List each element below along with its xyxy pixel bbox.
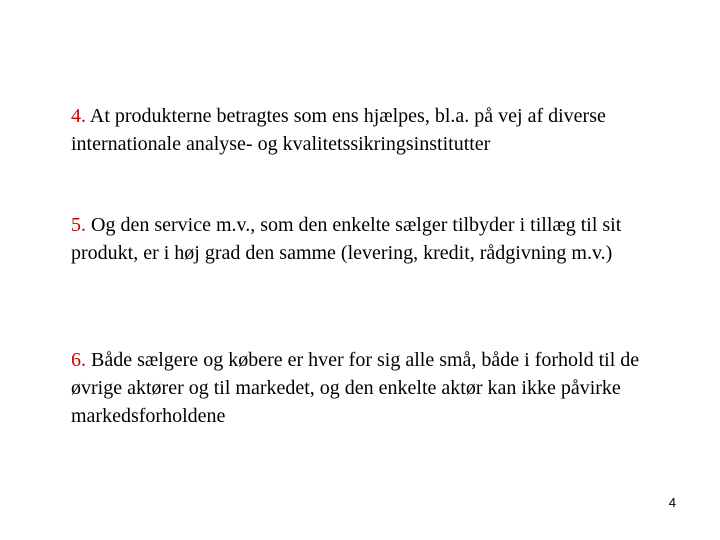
point-4 <box>71 102 671 158</box>
point-number: 6. <box>71 349 86 371</box>
point-text: Og den service m.v., som den enkelte sælger tilbyder i tillæg til sit produkt, er i høj grad den samme (levering, kredit, rådgivning m.v.) <box>71 214 622 264</box>
point-text: At produkterne betragtes som ens hjælpes, bl.a. på vej af diverse internationale analyse- og kvalitetssikringsinstitutter <box>71 105 606 155</box>
page-number: 4 <box>668 495 676 510</box>
point-6 <box>71 346 671 430</box>
point-text: Både sælgere og købere er hver for sig alle små, både i forhold til de øvrige aktører og til markedet, og den enkelte aktør kan ikke påvirke markedsforholdene <box>71 349 640 427</box>
point-number: 5. <box>71 214 86 236</box>
point-number: 4. <box>71 105 86 127</box>
point-5 <box>71 211 671 267</box>
